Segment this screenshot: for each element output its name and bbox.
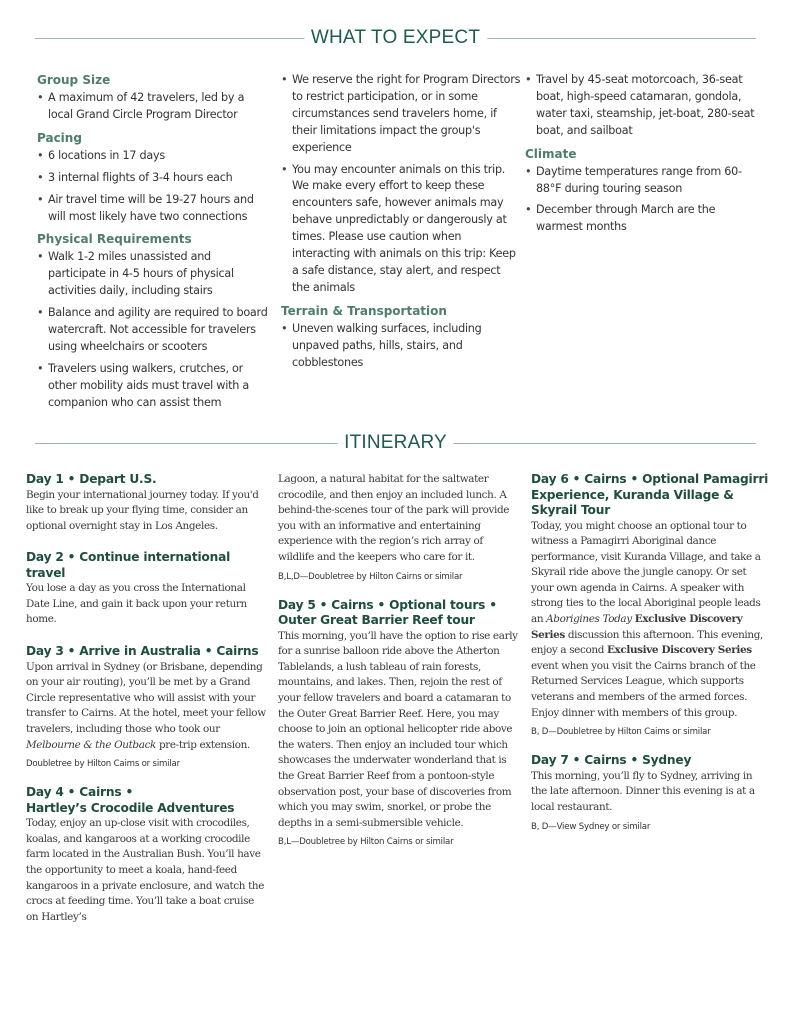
day-3: [26, 644, 266, 769]
day-description: You lose a day as you cross the International Date Line, and gain it back upon your return home.: [26, 582, 247, 626]
series-name: Exclusive Discovery Series: [606, 644, 752, 657]
expect-column-3: [525, 72, 757, 241]
list-item: • Walk 1-2 miles unassisted and participate in 4-5 hours of physical activities daily, including stairs: [37, 249, 269, 300]
day-title: Day 6 • Cairns • Optional Pamagirri Experience, Kuranda Village & Skyrail Tour: [531, 472, 769, 517]
list-item: • Air travel time will be 19-27 hours and will most likely have two connections: [37, 192, 269, 226]
group-size-heading: Group Size: [37, 73, 111, 87]
text: Today, you might choose an optional tour to witness a Pamagirri Aboriginal dance performance, visit Kuranda Village, and take a Skyrail ride above the jungle canopy. Or set your own agenda in Cairns. A speaker with strong ties to the local Aboriginal people leads an: [531, 519, 761, 626]
day-title: Day 1 • Depart U.S.: [26, 472, 157, 486]
itinerary-column-3: [531, 472, 771, 848]
expect-column-2: [281, 72, 521, 377]
list-item: • We reserve the right for Program Directors to restrict participation, or in some circumstances send travelers home, if their limitations impact the group's experience: [281, 72, 521, 157]
accommodation-note: B, D—View Sydney or similar: [531, 821, 651, 832]
list-item: • Daytime temperatures range from 60-88°F during touring season: [525, 164, 757, 198]
day-description: Lagoon, a natural habitat for the saltwater crocodile, and then enjoy an included lunch. A behind-the-scenes tour of the park will provide you with an informative and entertaining experience with the region’s rich array of wildlife and the keepers who care for it.: [278, 473, 510, 563]
day-4-continued: [278, 472, 518, 582]
terrain-transportation-heading: Terrain & Transportation: [281, 303, 447, 318]
itinerary-header: [35, 431, 756, 455]
day-6: [531, 472, 771, 737]
list-item: • You may encounter animals on this trip. We make every effort to keep these encounters safe, however animals may behave unpredictably or dangerously at times. Please use caution when interacting with animals on this trip: Keep a safe distance, stay alert, and respect the animals: [281, 162, 521, 297]
itinerary-column-2: [278, 472, 518, 863]
list-item: • Travel by 45-seat motorcoach, 36-seat boat, high-speed catamaran, gondola, water taxi, steamship, jet-boat, 280-seat boat, and sailboat: [525, 72, 757, 140]
title-line: Hartley’s Crocodile Adventures: [26, 800, 235, 815]
pacing-heading: Pacing: [37, 130, 82, 145]
trip-name: Melbourne & the Outback: [26, 738, 156, 751]
day-7: [531, 753, 771, 831]
accommodation-note: B, D—Doubletree by Hilton Caims or similar: [531, 727, 711, 738]
day-title: Day 2 • Continue international travel: [26, 550, 231, 580]
day-1: [26, 472, 266, 534]
day-title: Day 3 • Arrive in Australia • Cairns: [26, 644, 259, 659]
text: Upon arrival in Sydney (or Brisbane, depending on your air routing), you’ll be met by a Grand Circle representative who will assist with your transfer to Cairns. At the hotel, meet your fellow travelers, including those who took our: [26, 660, 266, 735]
day-description: [531, 519, 771, 722]
climate-list: [525, 164, 757, 237]
section-title: ITINERARY: [337, 431, 454, 455]
list-item: • 6 locations in 17 days: [37, 148, 269, 165]
day-description: This morning, you’ll fly to Sydney, arriving in the late afternoon. Dinner this evening is at a local restaurant.: [531, 769, 755, 813]
section-title: WHAT TO EXPECT: [304, 26, 487, 50]
list-item: • Balance and agility are required to board watercraft. Not accessible for travelers using wheelchairs or scooters: [37, 305, 269, 356]
physical-requirements-list: [37, 249, 269, 411]
accommodation-note: B,L,D—Doubletree by Hilton Cairns or similar: [278, 571, 463, 582]
terrain-list: [281, 321, 521, 372]
accommodation-note: Doubletree by Hilton Caims or similar: [26, 759, 180, 770]
text: event when you visit the Cairns branch of the Returned Services League, which supports veterans and members of the armed forces. Enjoy dinner with members of this group.: [531, 659, 756, 719]
day-title: [26, 785, 266, 816]
day-2: [26, 550, 266, 628]
accommodation-note: B,L—Doubletree by Hilton Cairns or similar: [278, 837, 454, 848]
day-title: [278, 598, 518, 629]
group-size-list: [37, 90, 269, 124]
day-4: [26, 785, 266, 925]
itinerary-column-1: [26, 472, 266, 941]
day-description: Begin your international journey today. If you'd like to break up your flying time, consider an optional overnight stay in Los Angeles.: [26, 488, 259, 532]
title-line: Day 4 • Cairns •: [26, 785, 134, 800]
list-item: • A maximum of 42 travelers, led by a local Grand Circle Program Director: [37, 90, 269, 124]
expect-column-1: [37, 72, 269, 417]
transportation-list: [525, 72, 757, 140]
series-name: Exclusive Discovery Series: [531, 613, 743, 641]
day-description: [26, 660, 266, 754]
restrictions-list: [281, 72, 521, 297]
physical-requirements-heading: Physical Requirements: [37, 232, 192, 247]
climate-heading: Climate: [525, 146, 577, 161]
list-item: • December through March are the warmest months: [525, 202, 757, 236]
list-item: • 3 internal flights of 3-4 hours each: [37, 170, 269, 187]
day-description: This morning, you’ll have the option to rise early for a sunrise balloon ride above the Atherton Tablelands, a lush tableau of rain forests, mountains, and lakes. Then, rejoin the rest of your fellow travelers and board a catamaran to the Outer Great Barrier Reef. Here, you may choose to join an optional helicopter ride above the waters. Then enjoy an included tour which showcases the underwater wonderland that is the Great Barrier Reef from a pontoon-style observation post, your base of discoveries from which you may swim, snorkel, or probe the depths in a semi-submersible vehicle.: [278, 629, 518, 829]
day-title: Day 7 • Cairns • Sydney: [531, 753, 692, 768]
text: discussion this afternoon. This evening, enjoy a second: [531, 628, 763, 657]
list-item: • Travelers using walkers, crutches, or other mobility aids must travel with a companion who can assist them: [37, 361, 269, 412]
title-line: Outer Great Barrier Reef tour: [278, 613, 475, 628]
list-item: • Uneven walking surfaces, including unpaved paths, hills, stairs, and cobblestones: [281, 321, 521, 372]
text: pre-trip extension.: [156, 738, 250, 751]
pacing-list: [37, 148, 269, 226]
day-5: [278, 598, 518, 848]
program-name: Aborigines Today: [546, 613, 632, 626]
day-description: Today, enjoy an up-close visit with crocodiles, koalas, and kangaroos at a working crocodile farm located in the Australian Bush. You’ll have the opportunity to meet a koala, hand-feed kangaroos in a private enclosure, and watch the crocs at feeding time. You’ll take a boat cruise on Hartley’s: [26, 817, 265, 923]
title-line: Day 5 • Cairns • Optional tours •: [278, 597, 497, 612]
what-to-expect-header: [35, 26, 756, 50]
